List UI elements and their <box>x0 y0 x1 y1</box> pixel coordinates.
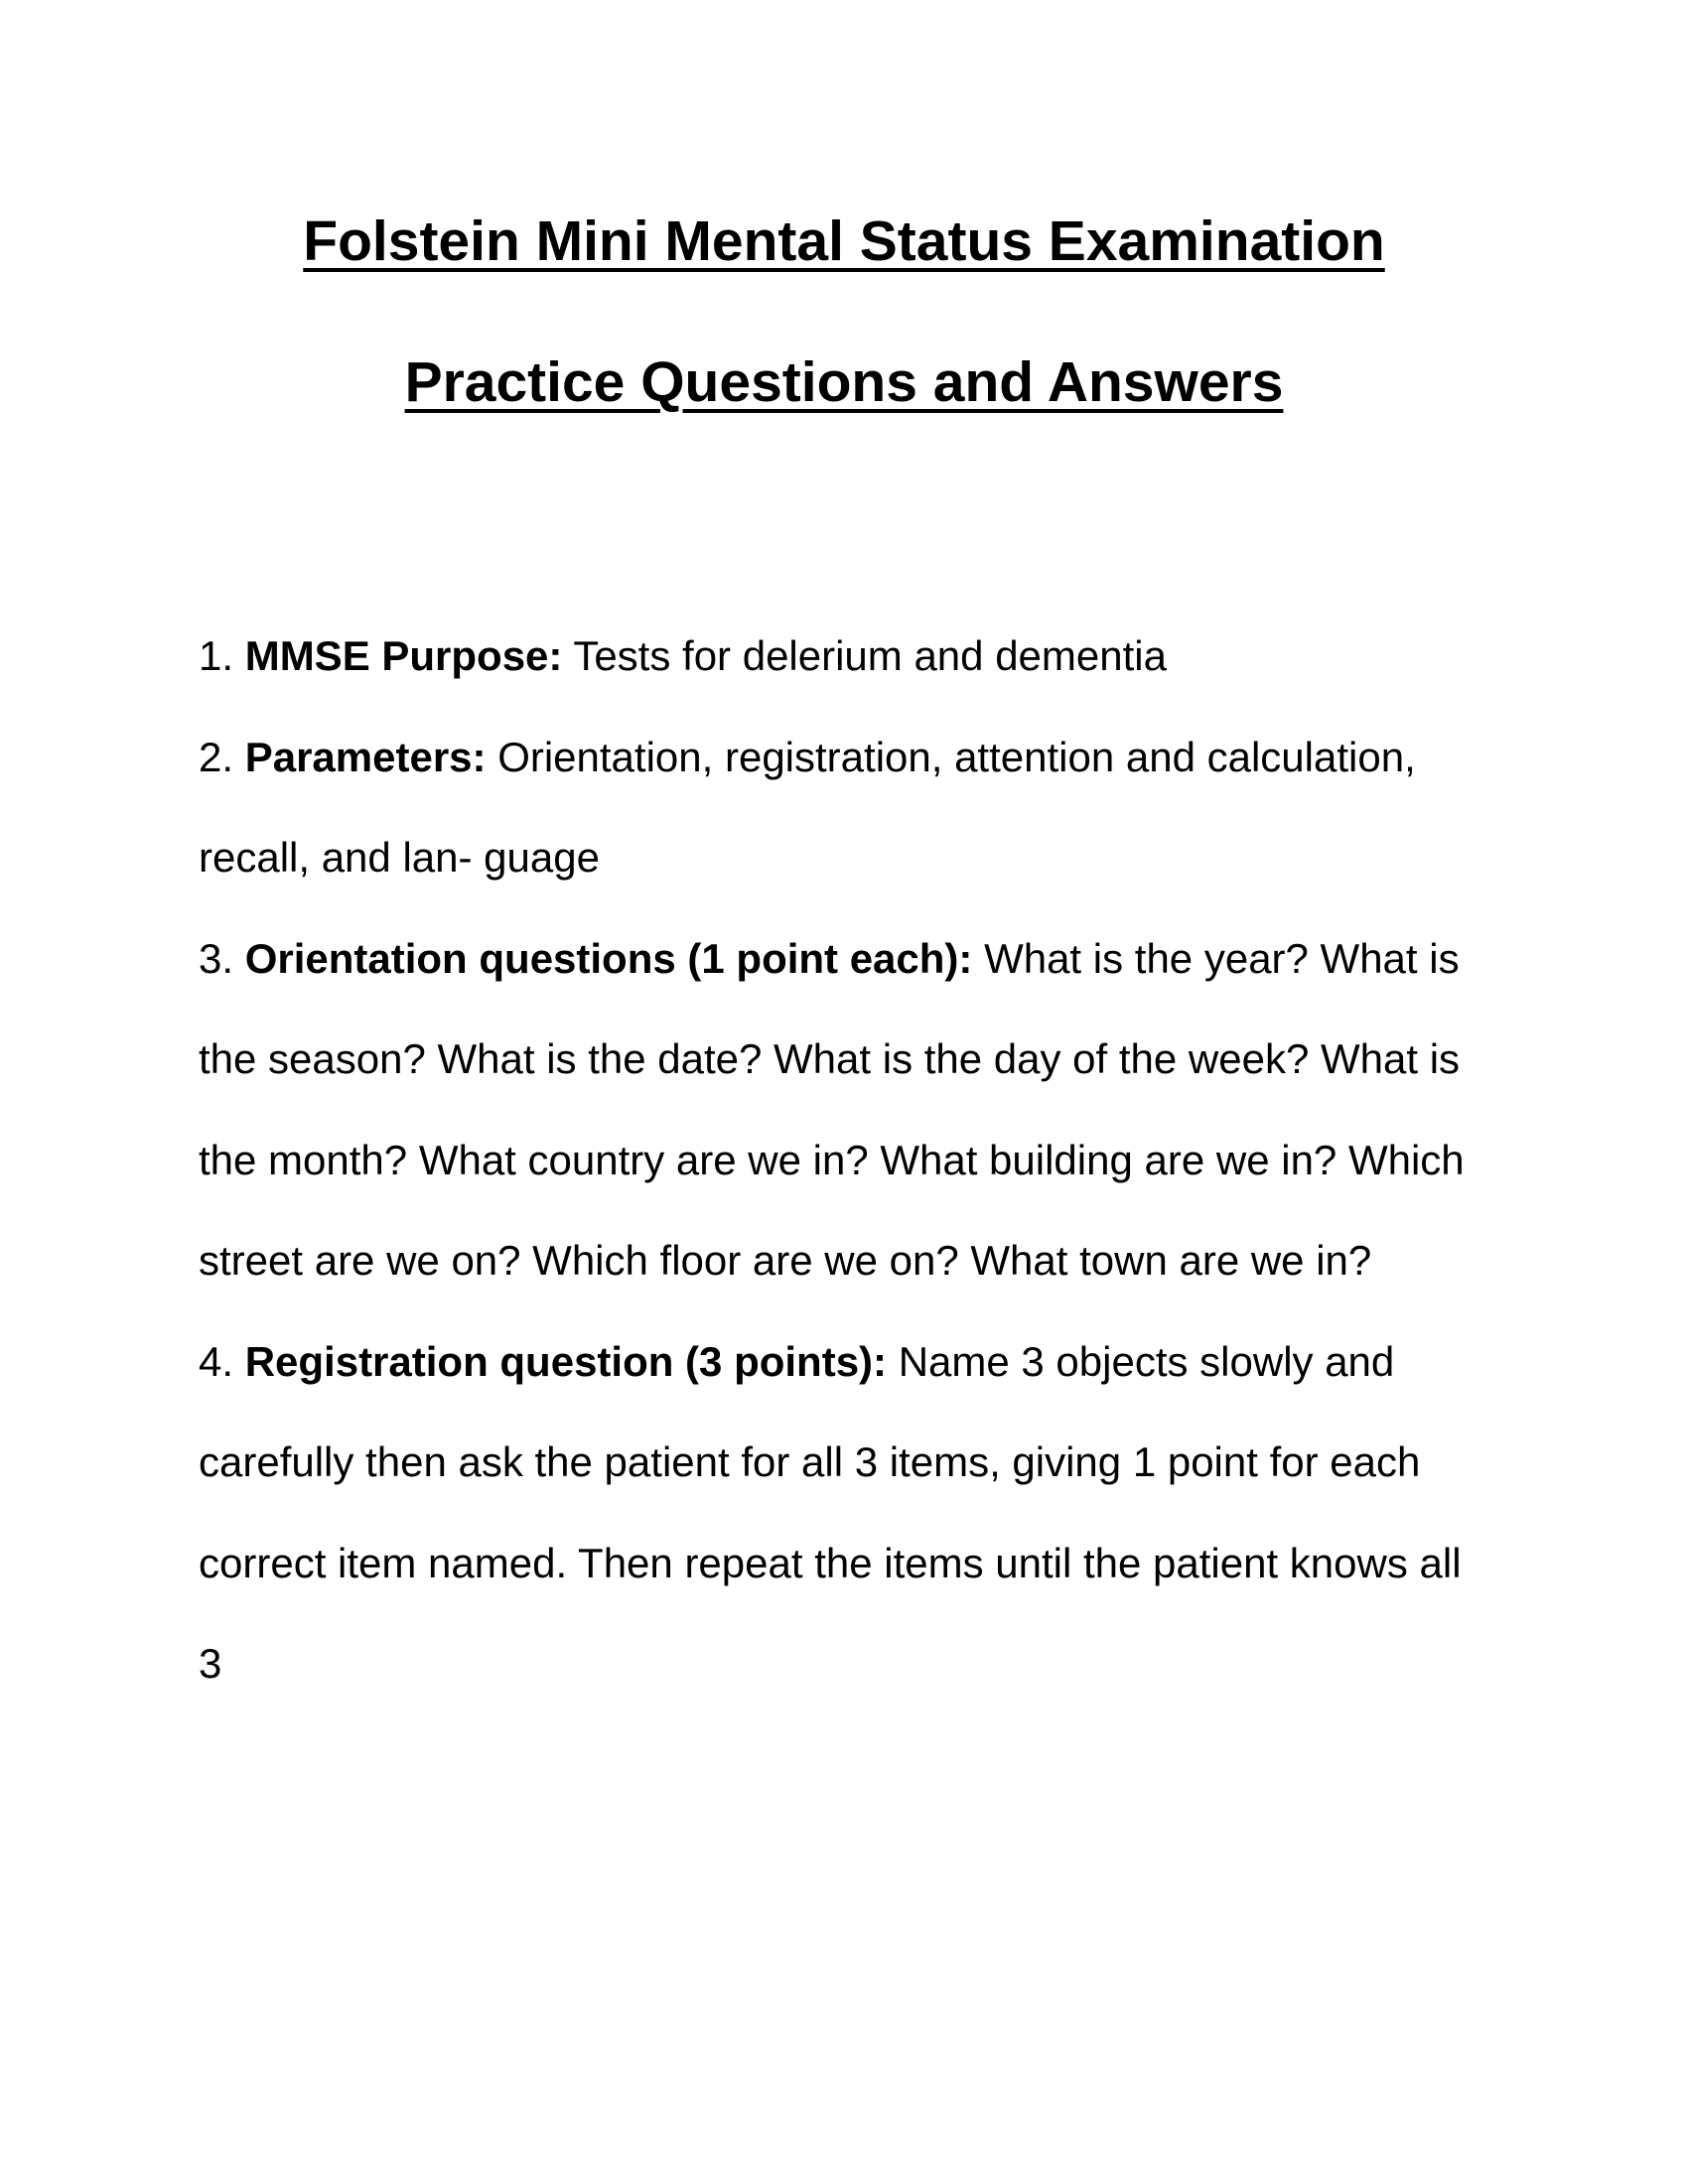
item-number: 2. <box>199 733 234 780</box>
item-text: What is the year? What is the season? What is the date? What is the day of the week? What is the month? What country are we in? What building are we in? Which street are we on? Which floor are we on? What town are we in? <box>199 934 1465 1284</box>
document-subtitle: Practice Questions and Answers <box>404 350 1284 414</box>
item-number: 3. <box>199 934 234 982</box>
list-item <box>199 606 1489 707</box>
item-number: 1. <box>199 632 234 679</box>
document-title: Folstein Mini Mental Status Examination <box>303 209 1385 273</box>
item-label: MMSE Purpose: <box>244 632 563 679</box>
item-text: Name 3 objects slowly and carefully then ask the patient for all 3 items, giving 1 point for each correct item named. Then repeat the items until the patient knows all 3 <box>199 1337 1462 1687</box>
item-text: Tests for delerium and dementia <box>573 632 1167 679</box>
item-label: Registration question (3 points): <box>244 1337 888 1385</box>
item-label: Orientation questions (1 point each): <box>244 934 973 982</box>
list-item <box>199 908 1489 1311</box>
list-item <box>199 1311 1489 1714</box>
item-label: Parameters: <box>244 733 487 780</box>
question-list <box>199 606 1489 1714</box>
item-text: Orientation, registration, attention and calculation, recall, and lan- guage <box>199 733 1416 881</box>
item-number: 4. <box>199 1337 234 1385</box>
list-item <box>199 707 1489 908</box>
